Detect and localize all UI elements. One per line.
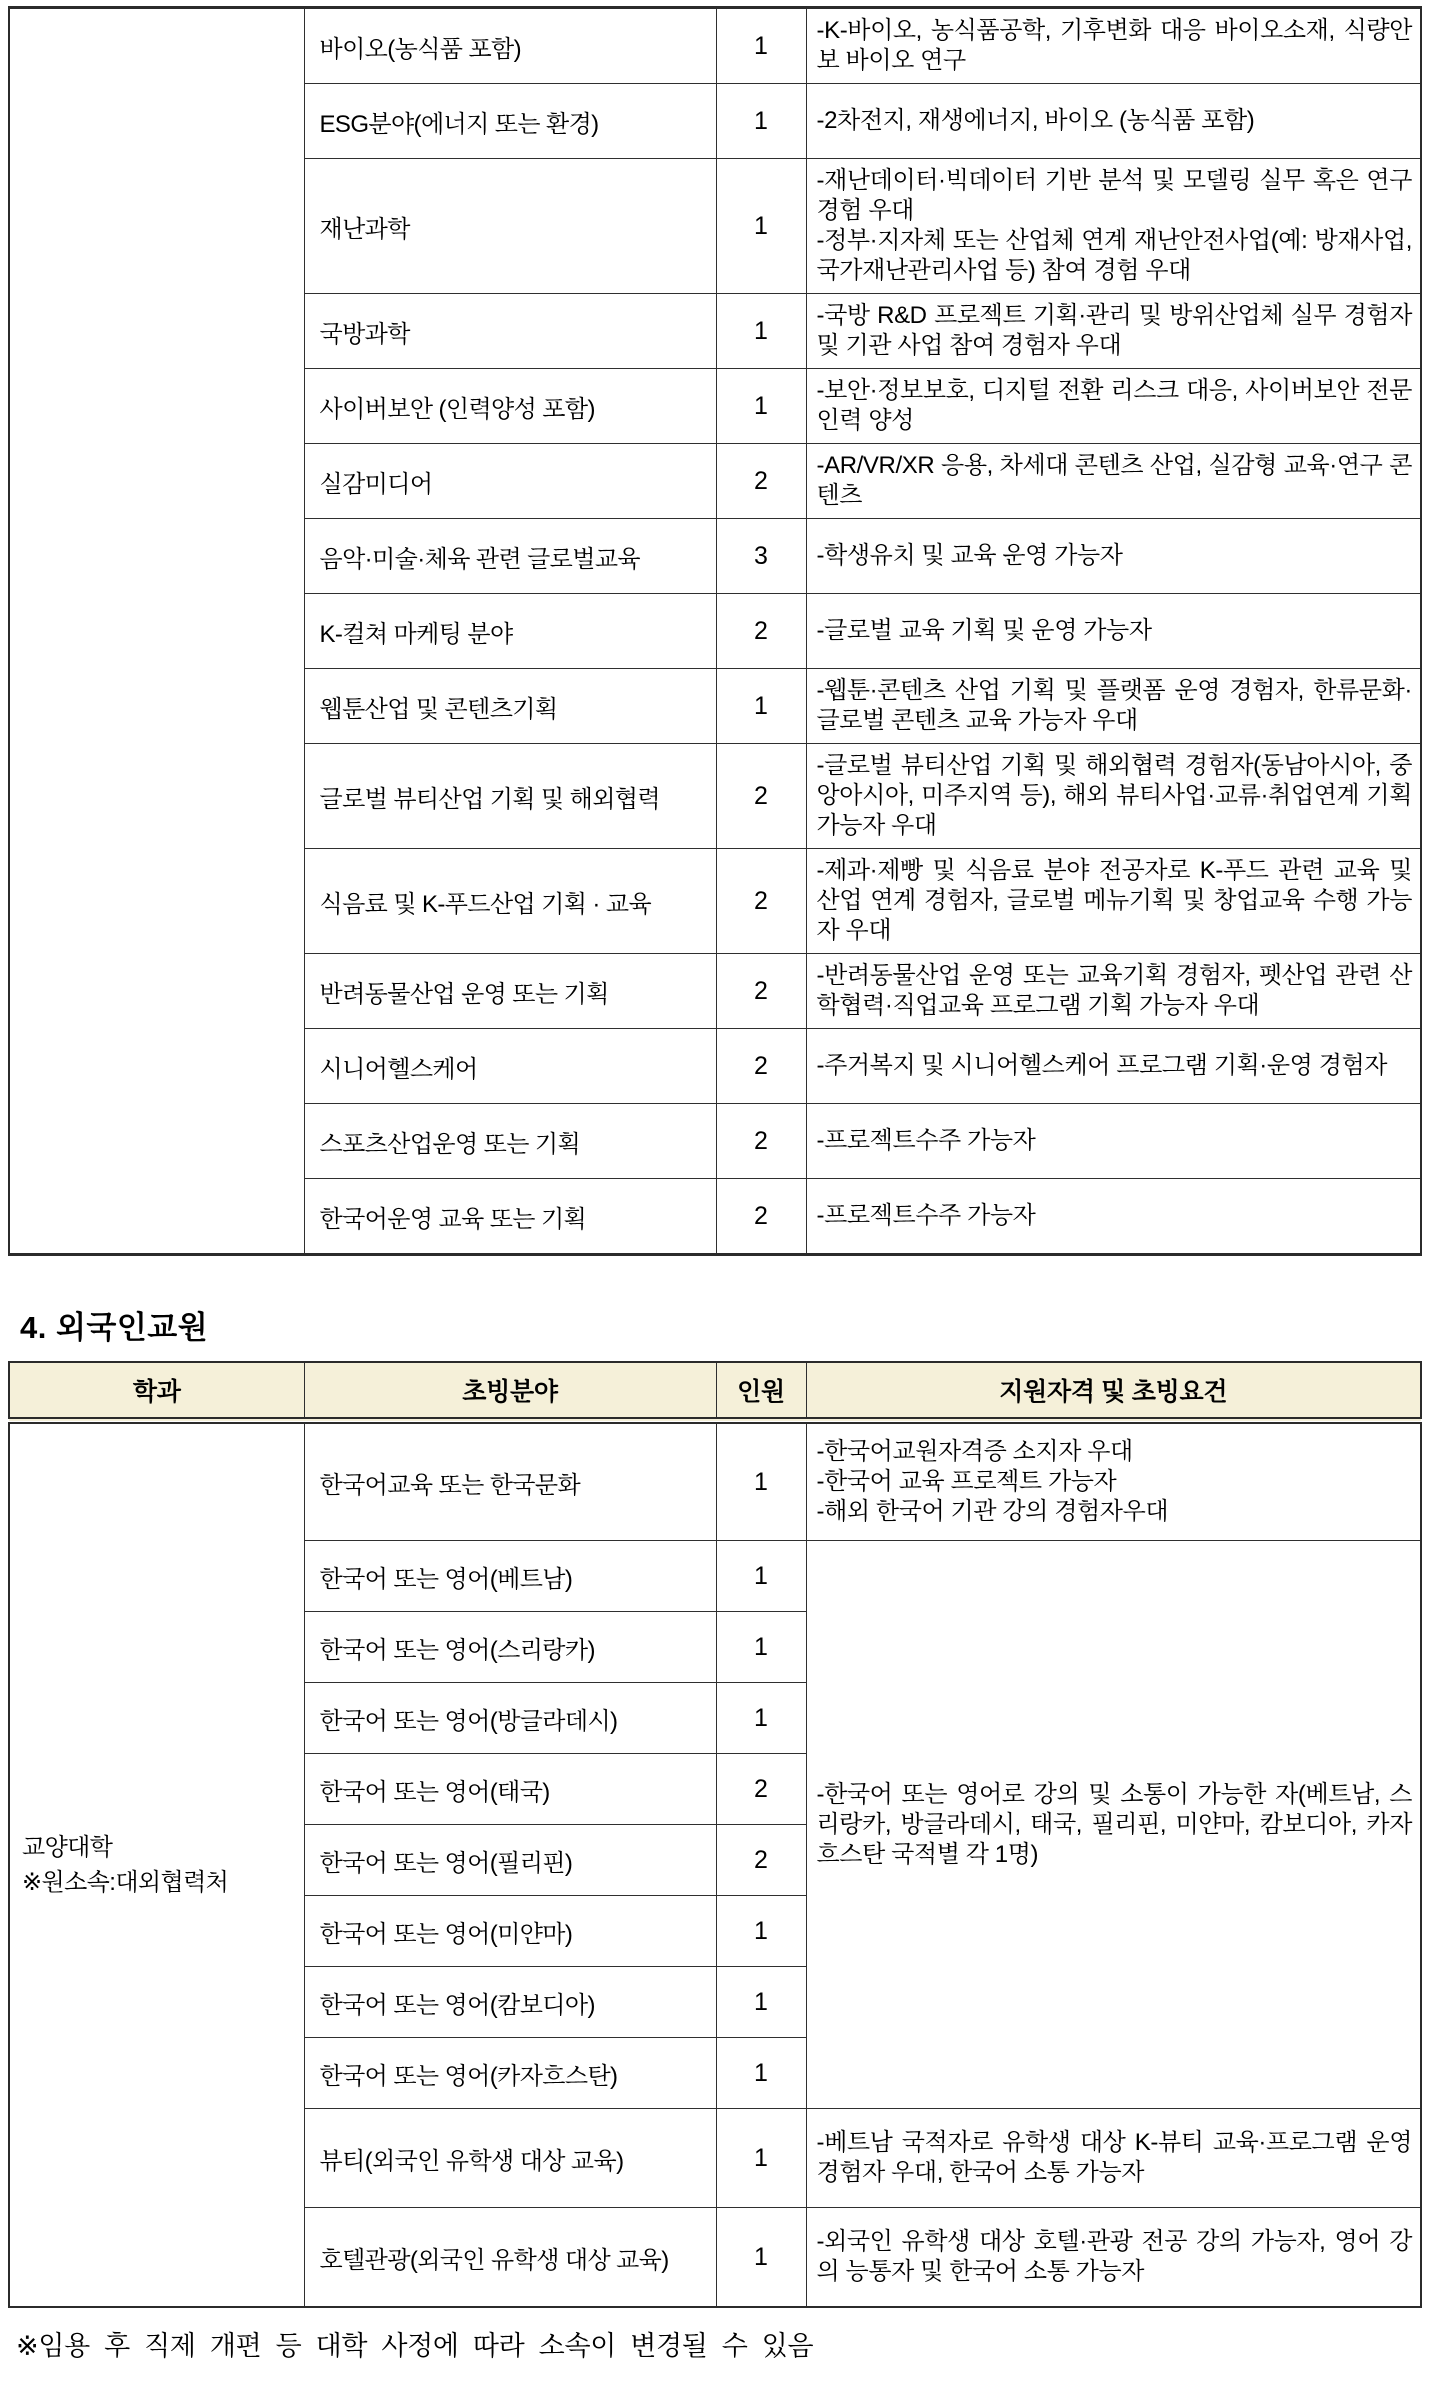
field-cell: 식음료 및 K-푸드산업 기획 · 교육 [304,849,716,954]
field-cell: 한국어교육 또는 한국문화 [304,1421,716,1541]
count-cell: 1 [716,1541,806,1612]
requirement-line: -프로젝트수주 가능자 [816,1127,1036,1154]
department-line: ※원소속:대외협력처 [22,1869,229,1896]
count-cell: 2 [716,744,806,849]
requirement-line: -한국어교원자격증 소지자 우대 [816,1438,1133,1465]
foreign-faculty-table-body [9,1421,1421,2308]
requirement-line: -정부·지자체 또는 산업체 연계 재난안전사업(예: 방재사업, 국가재난관리사업 등) 참여 경험 우대 [816,227,1412,284]
count-cell: 2 [716,849,806,954]
requirement-line: -프로젝트수주 가능자 [816,1202,1036,1229]
requirements-cell [806,84,1421,159]
requirements-cell [806,744,1421,849]
requirement-line: -제과·제빵 및 식음료 분야 전공자로 K-푸드 관련 교육 및 산업 연계 경험자, 글로벌 메뉴기획 및 창업교육 수행 가능자 우대 [816,857,1412,944]
count-cell: 2 [716,1029,806,1104]
count-cell: 2 [716,1104,806,1179]
requirement-line: -웹툰·콘텐츠 산업 기획 및 플랫폼 운영 경험자, 한류문화·글로벌 콘텐츠 교육 가능자 우대 [816,677,1412,734]
count-cell: 1 [716,159,806,294]
table-row [9,8,1421,84]
field-cell: 한국어 또는 영어(태국) [304,1754,716,1825]
count-cell: 1 [716,1683,806,1754]
field-cell: 한국어 또는 영어(베트남) [304,1541,716,1612]
requirements-cell [806,519,1421,594]
field-cell: 호텔관광(외국인 유학생 대상 교육) [304,2208,716,2308]
count-cell: 1 [716,1896,806,1967]
requirement-line: -2차전지, 재생에너지, 바이오 (농식품 포함) [816,107,1255,134]
requirement-line: -주거복지 및 시니어헬스케어 프로그램 기획·운영 경험자 [816,1052,1388,1079]
field-cell: 바이오(농식품 포함) [304,8,716,84]
requirements-cell [806,444,1421,519]
requirements-cell-merged [806,1541,1421,2109]
requirement-line: -학생유치 및 교육 운영 가능자 [816,542,1123,569]
requirement-line: -외국인 유학생 대상 호텔·관광 전공 강의 가능자, 영어 강의 능통자 및 한국어 소통 가능자 [816,2228,1412,2285]
column-header-count: 인원 [716,1362,806,1421]
continuation-table-body [9,8,1421,1255]
column-header-department: 학과 [9,1362,304,1421]
requirement-line: -한국어 또는 영어로 강의 및 소통이 가능한 자(베트남, 스리랑카, 방글라데시, 태국, 필리핀, 미얀마, 캄보디아, 카자흐스탄 국적별 각 1명) [816,1780,1412,1868]
field-cell: 한국어 또는 영어(미얀마) [304,1896,716,1967]
field-cell: 반려동물산업 운영 또는 기획 [304,954,716,1029]
department-cell [9,1421,304,2308]
count-cell: 1 [716,84,806,159]
column-header-field: 초빙분야 [304,1362,716,1421]
requirements-cell [806,849,1421,954]
requirement-line: -K-바이오, 농식품공학, 기후변화 대응 바이오소재, 식량안보 바이오 연구 [816,17,1412,74]
count-cell: 1 [716,2208,806,2308]
header-row [9,1362,1421,1421]
field-cell: 한국어운영 교육 또는 기획 [304,1179,716,1255]
count-cell: 1 [716,294,806,369]
foreign-faculty-table [8,1361,1422,2308]
field-cell: 한국어 또는 영어(카자흐스탄) [304,2038,716,2109]
continuation-table [8,6,1422,1256]
count-cell: 1 [716,369,806,444]
requirements-cell [806,1029,1421,1104]
requirement-line: -AR/VR/XR 응용, 차세대 콘텐츠 산업, 실감형 교육·연구 콘텐츠 [816,452,1412,509]
requirements-cell [806,954,1421,1029]
count-cell: 2 [716,954,806,1029]
count-cell: 1 [716,669,806,744]
field-cell: 한국어 또는 영어(방글라데시) [304,1683,716,1754]
count-cell: 1 [716,1421,806,1541]
requirements-cell [806,2208,1421,2308]
count-cell: 1 [716,1967,806,2038]
count-cell: 2 [716,444,806,519]
count-cell: 3 [716,519,806,594]
count-cell: 1 [716,1612,806,1683]
count-cell: 2 [716,1825,806,1896]
field-cell: 한국어 또는 영어(필리핀) [304,1825,716,1896]
requirement-line: -국방 R&D 프로젝트 기획·관리 및 방위산업체 실무 경험자 및 기관 사업 참여 경험자 우대 [816,302,1412,359]
count-cell: 2 [716,594,806,669]
requirements-cell [806,1179,1421,1255]
field-cell: 실감미디어 [304,444,716,519]
requirement-line: -글로벌 교육 기획 및 운영 가능자 [816,617,1152,644]
requirements-cell [806,2109,1421,2208]
field-cell: ESG분야(에너지 또는 환경) [304,84,716,159]
requirements-cell [806,8,1421,84]
requirement-line: -베트남 국적자로 유학생 대상 K-뷰티 교육·프로그램 운영 경험자 우대, 한국어 소통 가능자 [816,2129,1412,2186]
requirements-cell [806,1104,1421,1179]
department-line: 교양대학 [22,1834,113,1861]
requirements-cell [806,369,1421,444]
field-cell: 국방과학 [304,294,716,369]
table-row [9,1421,1421,1541]
requirement-line: -글로벌 뷰티산업 기획 및 해외협력 경험자(동남아시아, 중앙아시아, 미주지역 등), 해외 뷰티사업·교류·취업연계 기획 가능자 우대 [816,752,1412,839]
field-cell: 스포츠산업운영 또는 기획 [304,1104,716,1179]
requirements-cell [806,1421,1421,1541]
requirement-line: -해외 한국어 기관 강의 경험자우대 [816,1498,1169,1525]
count-cell: 1 [716,8,806,84]
count-cell: 1 [716,2038,806,2109]
field-cell: 사이버보안 (인력양성 포함) [304,369,716,444]
requirement-line: -한국어 교육 프로젝트 가능자 [816,1468,1117,1495]
field-cell: 시니어헬스케어 [304,1029,716,1104]
field-cell: 한국어 또는 영어(스리랑카) [304,1612,716,1683]
department-cell-empty [9,8,304,1255]
count-cell: 2 [716,1754,806,1825]
field-cell: 뷰티(외국인 유학생 대상 교육) [304,2109,716,2208]
field-cell: 재난과학 [304,159,716,294]
requirements-cell [806,594,1421,669]
count-cell: 2 [716,1179,806,1255]
requirements-cell [806,669,1421,744]
field-cell: 웹툰산업 및 콘텐츠기획 [304,669,716,744]
requirement-line: -보안·정보보호, 디지털 전환 리스크 대응, 사이버보안 전문 인력 양성 [816,377,1412,434]
field-cell: K-컬쳐 마케팅 분야 [304,594,716,669]
requirement-line: -재난데이터·빅데이터 기반 분석 및 모델링 실무 혹은 연구 경험 우대 [816,167,1412,224]
field-cell: 한국어 또는 영어(캄보디아) [304,1967,716,2038]
requirements-cell [806,294,1421,369]
count-cell: 1 [716,2109,806,2208]
footnote: ※임용 후 직제 개편 등 대학 사정에 따라 소속이 변경될 수 있음 [16,2331,814,2361]
requirement-line: -반려동물산업 운영 또는 교육기획 경험자, 펫산업 관련 산학협력·직업교육 프로그램 기획 가능자 우대 [816,962,1412,1019]
field-cell: 음악·미술·체육 관련 글로벌교육 [304,519,716,594]
column-header-requirements: 지원자격 및 초빙요건 [806,1362,1421,1421]
field-cell: 글로벌 뷰티산업 기획 및 해외협력 [304,744,716,849]
section-4-title: 4. 외국인교원 [20,1310,209,1345]
requirements-cell [806,159,1421,294]
